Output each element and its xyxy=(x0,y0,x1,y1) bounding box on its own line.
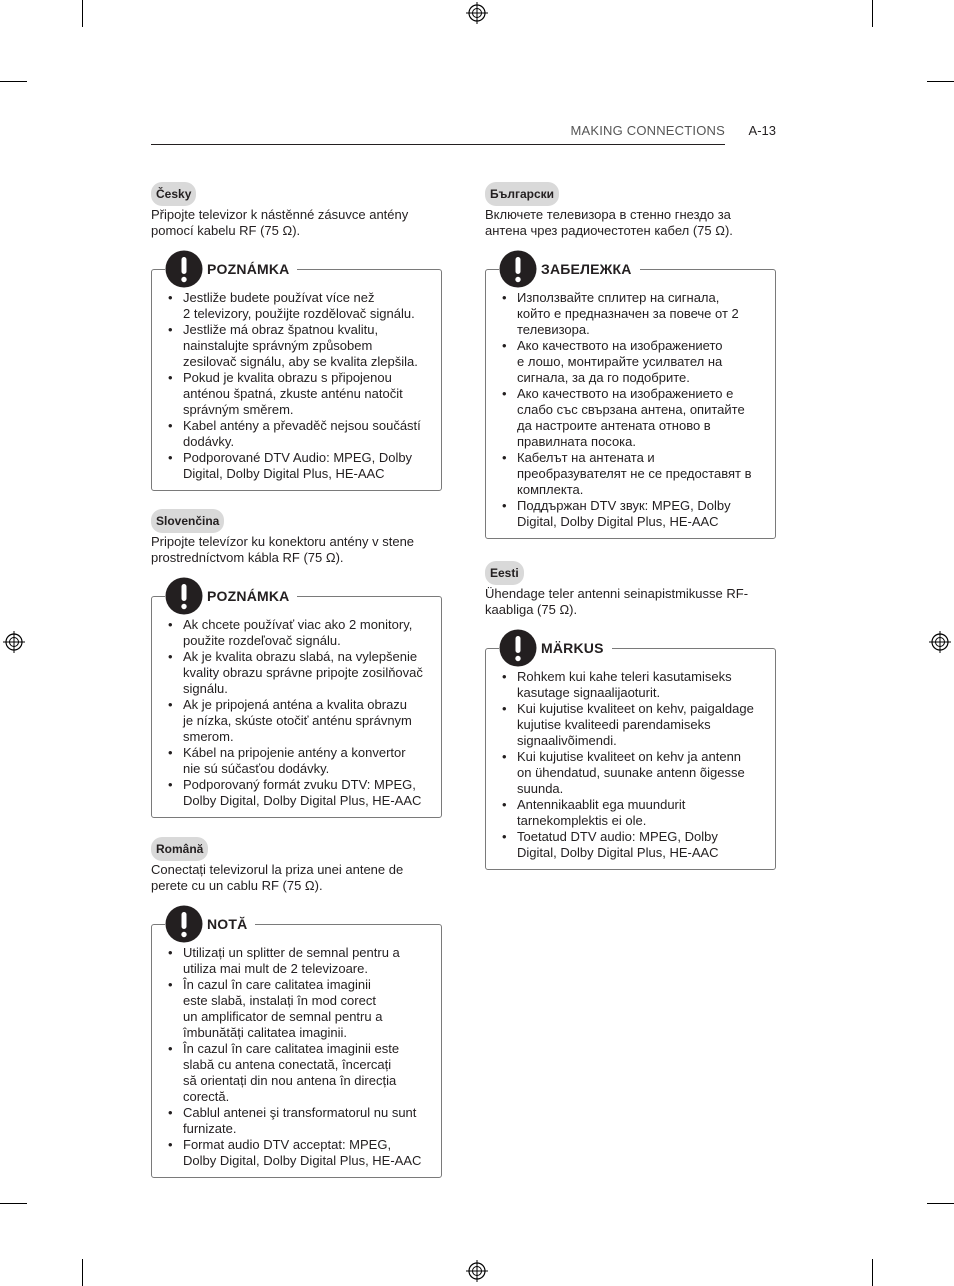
crop-mark xyxy=(0,81,27,82)
language-section xyxy=(151,182,442,491)
page-header xyxy=(151,122,776,145)
list-item-line: слабо със свързана антена, опитайте xyxy=(517,402,745,417)
intro-line: pomocí kabelu RF (75 Ω). xyxy=(151,223,301,238)
language-badge: Česky xyxy=(151,182,196,206)
list-item-line: • Кабелът на антената и xyxy=(517,450,655,465)
list-item-line: • Ak chcete používať viac ako 2 monitory, xyxy=(183,617,413,632)
list-item-line: dodávky. xyxy=(183,434,235,449)
registration-mark-icon xyxy=(466,1260,488,1282)
header-divider xyxy=(151,144,725,145)
list-item-line: zesilovač signálu, aby se kvalita zlepšila. xyxy=(183,354,418,369)
list-item xyxy=(168,418,431,450)
list-item-line: телевизора. xyxy=(517,322,590,337)
list-item-line: kujutise kvaliteedi parendamiseks xyxy=(517,717,711,732)
list-item-line: • Ak je pripojená anténa a kvalita obrazu xyxy=(183,697,408,712)
intro-text xyxy=(151,862,442,894)
intro-text xyxy=(485,207,776,239)
crop-mark xyxy=(0,1203,27,1204)
list-item-line: Dolby Digital, Dolby Digital Plus, HE-AAC xyxy=(183,793,422,808)
language-section xyxy=(151,837,442,1178)
list-item xyxy=(168,370,431,418)
list-item-line: Digital, Dolby Digital Plus, HE-AAC xyxy=(183,466,385,481)
list-item-line: nie sú súčasťou dodávky. xyxy=(183,761,330,776)
intro-text xyxy=(151,207,442,239)
crop-mark xyxy=(927,1203,954,1204)
list-item xyxy=(502,338,765,386)
list-item-line: • Kabel antény a převaděč nejsou součástí xyxy=(183,418,421,433)
list-item-line: • Podporovaný formát zvuku DTV: MPEG, xyxy=(183,777,416,792)
intro-line: prostredníctvom kábla RF (75 Ω). xyxy=(151,550,344,565)
list-item-line: • În cazul în care calitatea imaginii este xyxy=(183,1041,400,1056)
list-item-line: tarnekomplektis ei ole. xyxy=(517,813,647,828)
list-item-line: сигнала, за да го подобрите. xyxy=(517,370,690,385)
intro-text xyxy=(151,534,442,566)
section-title: MAKING CONNECTIONS xyxy=(570,123,725,138)
list-item xyxy=(168,977,431,1041)
list-item-line: • Ако качеството на изображението е xyxy=(517,386,734,401)
note-list xyxy=(502,290,765,530)
language-section xyxy=(485,182,776,539)
list-item-line: да настроите антената отново в xyxy=(517,418,711,433)
list-item-line: • Jestliže budete používat více než xyxy=(183,290,375,305)
list-item-line: • Podporované DTV Audio: MPEG, Dolby xyxy=(183,450,413,465)
crop-mark xyxy=(82,0,83,27)
list-item-line: suunda. xyxy=(517,781,564,796)
note-title: NOTĂ xyxy=(207,916,248,932)
note-header xyxy=(499,250,640,288)
list-item-line: corectă. xyxy=(183,1089,230,1104)
list-item xyxy=(502,669,765,701)
registration-mark-icon xyxy=(929,631,951,653)
list-item-line: 2 televizory, použijte rozdělovač signálu. xyxy=(183,306,415,321)
list-item-line: • Utilizați un splitter de semnal pentru a xyxy=(183,945,400,960)
language-section xyxy=(151,509,442,818)
language-badge: Български xyxy=(485,182,559,206)
crop-mark xyxy=(872,1259,873,1286)
intro-line: Conectați televizorul la priza unei antene de xyxy=(151,862,404,877)
warning-icon xyxy=(499,250,537,288)
list-item-line: kasutage signaalijaoturit. xyxy=(517,685,661,700)
list-item-line: smerom. xyxy=(183,729,234,744)
crop-mark xyxy=(82,1259,83,1286)
list-item xyxy=(168,945,431,977)
note-header xyxy=(165,577,297,615)
list-item-line: • Kábel na pripojenie antény a konvertor xyxy=(183,745,406,760)
list-item xyxy=(168,777,431,809)
note-title: POZNÁMKA xyxy=(207,588,290,604)
list-item-line: Digital, Dolby Digital Plus, HE-AAC xyxy=(517,514,719,529)
list-item-line: преобразувателят не се предоставят в xyxy=(517,466,752,481)
list-item-line: е лошо, монтирайте усилвател на xyxy=(517,354,723,369)
page-number: A-13 xyxy=(748,123,776,138)
list-item xyxy=(168,322,431,370)
note-title: ЗАБЕЛЕЖКА xyxy=(541,261,632,277)
right-column xyxy=(485,182,776,870)
crop-mark xyxy=(927,81,954,82)
language-badge: Română xyxy=(151,837,208,861)
list-item xyxy=(168,1041,431,1105)
note-box xyxy=(151,916,442,1178)
intro-line: Ühendage teler antenni seinapistmikusse RF- xyxy=(485,586,749,601)
list-item-line: • Ако качеството на изображението xyxy=(517,338,723,353)
language-badge: Eesti xyxy=(485,561,524,585)
list-item-line: použite rozdeľovač signálu. xyxy=(183,633,341,648)
list-item xyxy=(168,290,431,322)
note-box xyxy=(485,261,776,539)
list-item-line: • În cazul în care calitatea imaginii xyxy=(183,977,371,992)
note-header xyxy=(165,250,297,288)
list-item-line: • Jestliže má obraz špatnou kvalitu, xyxy=(183,322,379,337)
list-item-line: anténou špatná, zkuste anténu natočit xyxy=(183,386,403,401)
list-item xyxy=(502,797,765,829)
left-column xyxy=(151,182,442,1178)
note-box xyxy=(151,261,442,491)
language-section xyxy=(485,561,776,870)
list-item-line: • Kui kujutise kvaliteet on kehv, paigaldage xyxy=(517,701,754,716)
list-item-line: je nízka, skúste otočiť anténu správnym xyxy=(183,713,412,728)
note-box xyxy=(485,640,776,870)
list-item-line: utiliza mai mult de 2 televizoare. xyxy=(183,961,368,976)
warning-icon xyxy=(499,629,537,667)
list-item-line: • Toetatud DTV audio: MPEG, Dolby xyxy=(517,829,718,844)
warning-icon xyxy=(165,905,203,943)
list-item-line: Dolby Digital, Dolby Digital Plus, HE-AAC xyxy=(183,1153,422,1168)
list-item-line: să orientați din nou antena în direcția xyxy=(183,1073,397,1088)
list-item-line: kvality obrazu správne pripojte zosilňovač xyxy=(183,665,423,680)
list-item-line: slabă cu antena conectată, încercați xyxy=(183,1057,392,1072)
list-item xyxy=(168,1137,431,1169)
list-item xyxy=(168,697,431,745)
note-box xyxy=(151,588,442,818)
list-item xyxy=(502,386,765,450)
list-item-line: • Cablul antenei şi transformatorul nu sunt xyxy=(183,1105,417,1120)
list-item-line: • Поддържан DTV звук: MPEG, Dolby xyxy=(517,498,731,513)
warning-icon xyxy=(165,250,203,288)
note-list xyxy=(168,290,431,482)
list-item-line: правилната посока. xyxy=(517,434,636,449)
note-title: POZNÁMKA xyxy=(207,261,290,277)
note-list xyxy=(502,669,765,861)
list-item-line: signálu. xyxy=(183,681,228,696)
list-item-line: un amplificator de semnal pentru a xyxy=(183,1009,383,1024)
list-item xyxy=(502,701,765,749)
intro-line: антена чрез радиочестотен кабел (75 Ω). xyxy=(485,223,733,238)
intro-line: kaabliga (75 Ω). xyxy=(485,602,578,617)
intro-text xyxy=(485,586,776,618)
list-item xyxy=(168,450,431,482)
list-item-line: • Ak je kvalita obrazu slabá, na vylepšenie xyxy=(183,649,418,664)
list-item xyxy=(168,649,431,697)
note-header xyxy=(499,629,612,667)
list-item-line: Digital, Dolby Digital Plus, HE-AAC xyxy=(517,845,719,860)
list-item xyxy=(168,1105,431,1137)
list-item xyxy=(502,829,765,861)
note-title: MÄRKUS xyxy=(541,640,604,656)
list-item-line: • Antennikaablit ega muundurit xyxy=(517,797,686,812)
list-item-line: îmbunătăți calitatea imaginii. xyxy=(183,1025,348,1040)
list-item-line: • Използвайте сплитер на сигнала, xyxy=(517,290,720,305)
list-item-line: správným směrem. xyxy=(183,402,294,417)
list-item-line: furnizate. xyxy=(183,1121,237,1136)
list-item-line: • Kui kujutise kvaliteet on kehv ja antenn xyxy=(517,749,742,764)
note-header xyxy=(165,905,255,943)
language-badge: Slovenčina xyxy=(151,509,224,533)
list-item xyxy=(502,749,765,797)
note-list xyxy=(168,617,431,809)
list-item-line: • Rohkem kui kahe teleri kasutamiseks xyxy=(517,669,732,684)
list-item-line: който е предназначен за повече от 2 xyxy=(517,306,739,321)
warning-icon xyxy=(165,577,203,615)
list-item xyxy=(502,450,765,498)
list-item-line: este slabă, instalați în mod corect xyxy=(183,993,376,1008)
intro-line: Připojte televizor k nástěnné zásuvce antény xyxy=(151,207,409,222)
list-item-line: on ühendatud, suunake antenn õigesse xyxy=(517,765,745,780)
registration-mark-icon xyxy=(466,2,488,24)
intro-line: perete cu un cablu RF (75 Ω). xyxy=(151,878,323,893)
list-item xyxy=(502,498,765,530)
registration-mark-icon xyxy=(3,631,25,653)
list-item-line: комплекта. xyxy=(517,482,584,497)
list-item-line: nainstalujte správným způsobem xyxy=(183,338,373,353)
list-item xyxy=(168,617,431,649)
intro-line: Pripojte televízor ku konektoru antény v stene xyxy=(151,534,415,549)
crop-mark xyxy=(872,0,873,27)
note-list xyxy=(168,945,431,1169)
list-item-line: signaalivõimendi. xyxy=(517,733,617,748)
intro-line: Включете телевизора в стенно гнездо за xyxy=(485,207,731,222)
list-item xyxy=(502,290,765,338)
list-item-line: • Pokud je kvalita obrazu s připojenou xyxy=(183,370,392,385)
list-item-line: • Format audio DTV acceptat: MPEG, xyxy=(183,1137,392,1152)
list-item xyxy=(168,745,431,777)
